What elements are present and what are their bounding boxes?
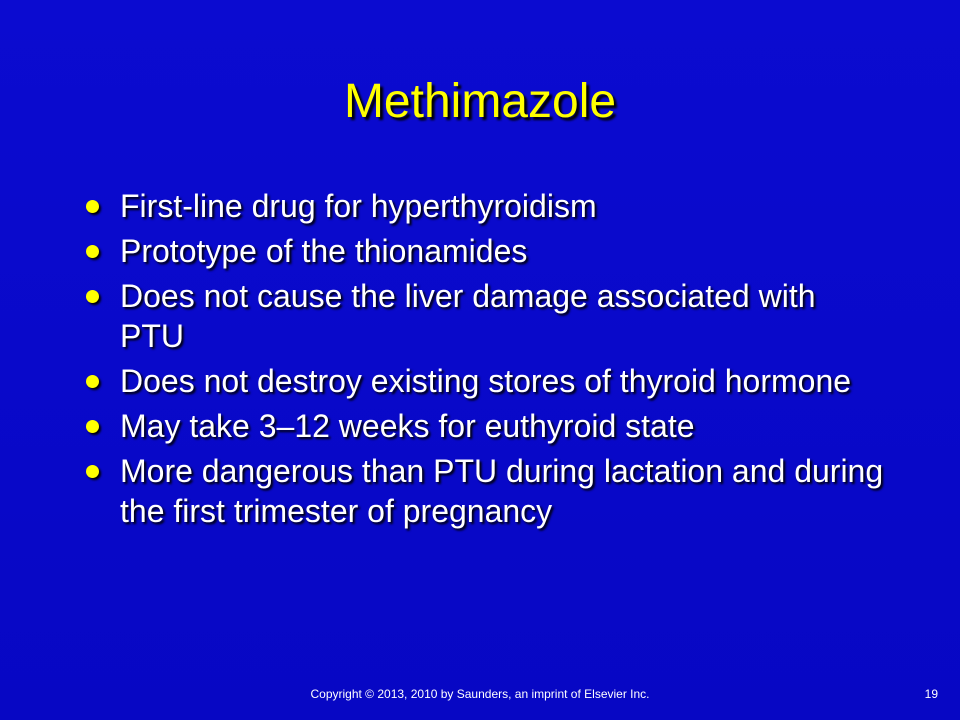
bullet-item (84, 186, 884, 226)
page-number: 19 (924, 687, 938, 701)
bullet-dot-icon (86, 245, 99, 258)
bullet-dot-icon (86, 290, 99, 303)
bullet-text: Does not destroy existing stores of thyroid hormone (120, 363, 852, 399)
copyright-footer: Copyright © 2013, 2010 by Saunders, an imprint of Elsevier Inc. (310, 687, 650, 701)
bullet-item (84, 451, 884, 531)
slide-title: Methimazole (343, 75, 617, 128)
bullet-item (84, 276, 884, 356)
bullet-dot-icon (86, 200, 99, 213)
bullet-text: First-line drug for hyperthyroidism (120, 188, 597, 224)
bullet-item (84, 231, 884, 271)
bullet-text: May take 3–12 weeks for euthyroid state (120, 408, 695, 444)
bullet-dot-icon (86, 420, 99, 433)
bullet-text: Prototype of the thionamides (120, 233, 528, 269)
bullet-item (84, 361, 884, 401)
bullet-list (84, 186, 884, 536)
bullet-item (84, 406, 884, 446)
bullet-text: Does not cause the liver damage associated with PTU (120, 278, 816, 354)
bullet-dot-icon (86, 465, 99, 478)
bullet-text: More dangerous than PTU during lactation and during the first trimester of pregnancy (120, 453, 884, 529)
bullet-dot-icon (86, 375, 99, 388)
